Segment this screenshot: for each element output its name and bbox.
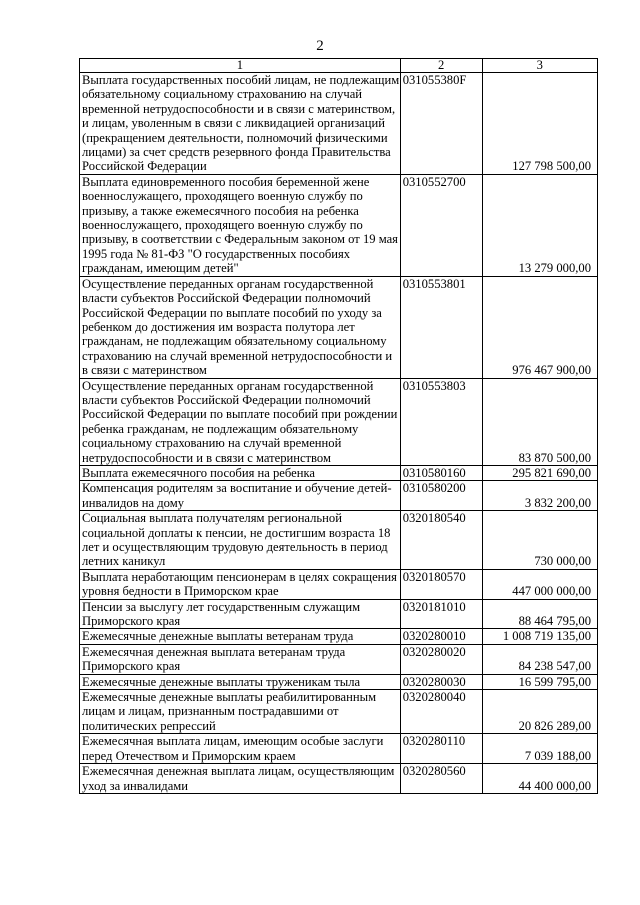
budget-code-cell: 0320180540 <box>400 511 482 570</box>
expense-name-cell: Ежемесячные денежные выплаты ветеранам труда <box>80 629 401 644</box>
budget-code-cell: 0320181010 <box>400 599 482 629</box>
table-row <box>80 569 598 599</box>
header-column-1: 1 <box>80 59 401 73</box>
amount-cell: 44 400 000,00 <box>482 764 597 794</box>
amount-cell: 447 000 000,00 <box>482 569 597 599</box>
budget-code-cell: 0320280020 <box>400 644 482 674</box>
table-row <box>80 644 598 674</box>
expense-name-cell: Пенсии за выслугу лет государственным служащим Приморского края <box>80 599 401 629</box>
expense-name-cell: Выплата ежемесячного пособия на ребенка <box>80 465 401 480</box>
amount-cell: 1 008 719 135,00 <box>482 629 597 644</box>
expense-name-cell: Компенсация родителям за воспитание и обучение детей-инвалидов на дому <box>80 481 401 511</box>
table-row <box>80 481 598 511</box>
amount-cell: 16 599 795,00 <box>482 674 597 689</box>
budget-code-cell: 0320280030 <box>400 674 482 689</box>
budget-code-cell: 0320180570 <box>400 569 482 599</box>
expense-name-cell: Ежемесячная денежная выплата лицам, осуществляющим уход за инвалидами <box>80 764 401 794</box>
amount-cell: 295 821 690,00 <box>482 465 597 480</box>
expense-name-cell: Социальная выплата получателям региональной социальной доплаты к пенсии, не достигшим возраста 18 лет и осуществляющим трудовую деятельность в период летних каникул <box>80 511 401 570</box>
budget-code-cell: 0310553801 <box>400 276 482 378</box>
budget-code-cell: 0320280110 <box>400 734 482 764</box>
table-row <box>80 764 598 794</box>
table-row <box>80 174 598 276</box>
amount-cell: 83 870 500,00 <box>482 378 597 465</box>
budget-code-cell: 031055380F <box>400 73 482 175</box>
budget-code-cell: 0320280010 <box>400 629 482 644</box>
amount-cell: 3 832 200,00 <box>482 481 597 511</box>
table-row <box>80 674 598 689</box>
table-row <box>80 734 598 764</box>
header-column-2: 2 <box>400 59 482 73</box>
table-row <box>80 465 598 480</box>
table-row <box>80 276 598 378</box>
expense-name-cell: Ежемесячная денежная выплата ветеранам труда Приморского края <box>80 644 401 674</box>
page-number: 2 <box>316 38 324 54</box>
expense-name-cell: Ежемесячные денежные выплаты реабилитированным лицам и лицам, признанным пострадавшими от политических репрессий <box>80 690 401 734</box>
expense-name-cell: Ежемесячные денежные выплаты труженикам тыла <box>80 674 401 689</box>
budget-code-cell: 0310580160 <box>400 465 482 480</box>
expense-name-cell: Ежемесячная выплата лицам, имеющим особые заслуги перед Отечеством и Приморским краем <box>80 734 401 764</box>
amount-cell: 7 039 188,00 <box>482 734 597 764</box>
budget-code-cell: 0310553803 <box>400 378 482 465</box>
header-column-3: 3 <box>482 59 597 73</box>
table-row <box>80 73 598 175</box>
amount-cell: 730 000,00 <box>482 511 597 570</box>
expense-name-cell: Выплата государственных пособий лицам, не подлежащим обязательному социальному страхованию на случай временной нетрудоспособности и в связи с материнством, и лицам, уволенным в связи с ликвидацией организаций (прекращением деятельности, полномочий физическими лицами) за счет средств резервного фонда Правительства Российской Федерации <box>80 73 401 175</box>
budget-code-cell: 0310580200 <box>400 481 482 511</box>
expense-name-cell: Осуществление переданных органам государственной власти субъектов Российской Федерации полномочий Российской Федерации по выплате пособий по уходу за ребенком до достижения им возраста полутора лет гражданам, не подлежащим обязательному социальному страхованию на случай временной нетрудоспособности и в связи с материнством <box>80 276 401 378</box>
table-row <box>80 629 598 644</box>
expense-name-cell: Выплата единовременного пособия беременной жене военнослужащего, проходящего военную службу по призыву, а также ежемесячного пособия на ребенка военнослужащего, проходящего военную службу по призыву, в соответствии с Федеральным законом от 19 мая 1995 года № 81-ФЗ "О государственных пособиях гражданам, имеющим детей" <box>80 174 401 276</box>
amount-cell: 88 464 795,00 <box>482 599 597 629</box>
budget-code-cell: 0320280560 <box>400 764 482 794</box>
table-header-row <box>80 59 598 73</box>
budget-code-cell: 0310552700 <box>400 174 482 276</box>
expense-name-cell: Выплата неработающим пенсионерам в целях сокращения уровня бедности в Приморском крае <box>80 569 401 599</box>
budget-code-cell: 0320280040 <box>400 690 482 734</box>
table-row <box>80 511 598 570</box>
expense-name-cell: Осуществление переданных органам государственной власти субъектов Российской Федерации полномочий Российской Федерации по выплате пособий при рождении ребенка гражданам, не подлежащим обязательному социальному страхованию на случай временной нетрудоспособности и в связи с материнством <box>80 378 401 465</box>
amount-cell: 13 279 000,00 <box>482 174 597 276</box>
table-row <box>80 378 598 465</box>
budget-table <box>79 58 598 794</box>
amount-cell: 127 798 500,00 <box>482 73 597 175</box>
table-row <box>80 599 598 629</box>
amount-cell: 20 826 289,00 <box>482 690 597 734</box>
amount-cell: 84 238 547,00 <box>482 644 597 674</box>
table-row <box>80 690 598 734</box>
amount-cell: 976 467 900,00 <box>482 276 597 378</box>
